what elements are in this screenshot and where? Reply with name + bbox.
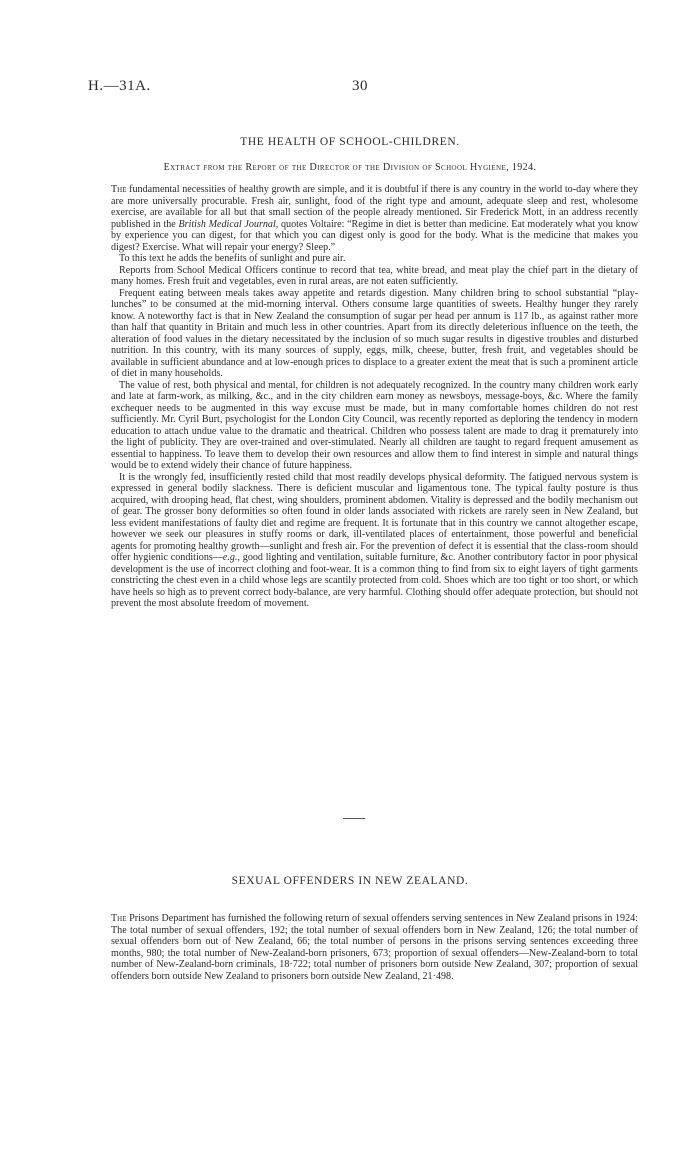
paragraph-2: To this text he adds the benefits of sunlight and pure air. [119,253,346,264]
page-number: 30 [352,78,368,94]
article-body-health [111,184,638,610]
paragraph-1: The fundamental necessities of healthy growth are simple, and it is doubtful if there is any country in the world to-day where they are more universally procurable. Fresh air, sunlight, food of the right type and amount, adequate sleep and rest, wholesome exercise, are available for all but that small section of the people already mentioned. Sir Frederick Mott, in an address recently published in the British Medical Journal, quotes Voltaire: “Regime in diet is better than medicine. Eat moderately what you know by experience you can digest, for that which you can digest only is good for the body. What is the medicine that makes you digest? Exercise. What will repair your energy? Sleep.” [111,184,639,253]
paragraph-offenders: The Prisons Department has furnished the following return of sexual offenders serving sentences in New Zealand prisons in 1924: The total number of sexual offenders, 192; the total number of sexual offenders born in New Zealand, 126; the total number of sexual offenders born out of New Zealand, 66; the total number of persons in the prisons serving sentences exceeding three months, 980; the total number of New-Zealand-born prisoners, 673; proportion of sexual offenders—New-Zealand-born to total number of New-Zealand-born criminals, 18·722; total number of prisoners born outside New Zealand, 307; proportion of sexual offenders born outside New Zealand to prisoners born outside New Zealand, 21·498. [111,913,638,982]
section-reference: H.—31A. [88,78,151,94]
paragraph-5: The value of rest, both physical and mental, for children is not adequately recognized. In the country many children work early and late at farm-work, as milking, &c., and in the city children earn money as newsboys, message-boys, &c. Where the family exchequer needs to be augmented in this way excuse must be made, but in many comfortable homes children do not rest sufficiently. Mr. Cyril Burt, psychologist for the London City Council, was recently reported as deploring the tendency in modern education to attach undue value to the dramatic and theatrical. Children who possess talent are made to drag it prematurely into the light of publicity. They are over-trained and over-stimulated. Nearly all children are taught to regard frequent amusement as essential to happiness. To leave them to develop their own resources and allow them to find interest in simple and natural things would be to extend widely their chance of future happiness. [111,379,638,471]
article-title-health: THE HEALTH OF SCHOOL-CHILDREN. [240,136,460,148]
lead-word: The [111,184,127,195]
journal-title: British Medical Journal [178,218,276,230]
section-divider [343,818,365,819]
lead-word: The [111,913,127,924]
paragraph-3: Reports from School Medical Officers continue to record that tea, white bread, and meat play the chief part in the dietary of many homes. Fresh fruit and vegetables, even in rural areas, are not eaten sufficiently. [111,264,638,287]
paragraph-4: Frequent eating between meals takes away appetite and retards digestion. Many children bring to school substantial “play-lunches” to be consumed at the mid-morning interval. Others consume large quantities of sweets. Healthy hunger they rarely know. A noteworthy fact is that in New Zealand the consumption of sugar per head per annum is 117 lb., as against rather more than half that quantity in Britain and much less in other countries. Apart from its directly deleterious influence on the teeth, the alteration of food values in the dietary necessitated by the inclusion of so much sugar results in digestive troubles and disturbed nutrition. In this country, with its many sources of supply, eggs, milk, cheese, butter, fresh fruit, and vegetables should be available in sufficient abundance and at low-enough prices to displace to a greater extent the meat that is such a prominent article of diet in many households. [111,287,638,379]
paragraph-6: It is the wrongly fed, insufficiently rested child that most readily develops physical deformity. The fatigued nervous system is expressed in general bodily slackness. There is deficient muscular and ligamentous tone. The typical faulty posture is thus acquired, with drooping head, flat chest, wing shoulders, prominent abdomen. Vitality is depressed and the bodily mechanism out of gear. The grosser bony deformities so often found in older lands associated with rickets are rarely seen in New Zealand, but less evident manifestations of faulty diet and regime are frequent. It is fortunate that in this country we cannot altogether escape, however we seek our pleasures in stuffy rooms or dark, ill-ventilated places of entertainment, those powerful and beneficial agents for promoting healthy growth—sunlight and fresh air. For the prevention of defect it is essential that the class-room should offer hygienic conditions—e.g., good lighting and ventilation, suitable furniture, &c. Another contributory factor in poor physical development is the use of incorrect clothing and foot-wear. It is a common thing to find from six to eight layers of tight garments constricting the chest even in a child whose legs are scantily protected from cold. Shoes which are too tight or too short, or which have heels so high as to prevent correct body-balance, are very harmful. Clothing should offer adequate protection, but should not prevent the most absolute freedom of movement. [111,471,638,609]
article-body-offenders [111,913,638,982]
article-title-offenders: SEXUAL OFFENDERS IN NEW ZEALAND. [231,875,469,887]
eg-abbrev: e.g. [222,552,238,563]
article-subtitle-extract: Extract from the Report of the Director of the Division of School Hygiene, 1924. [163,162,537,173]
